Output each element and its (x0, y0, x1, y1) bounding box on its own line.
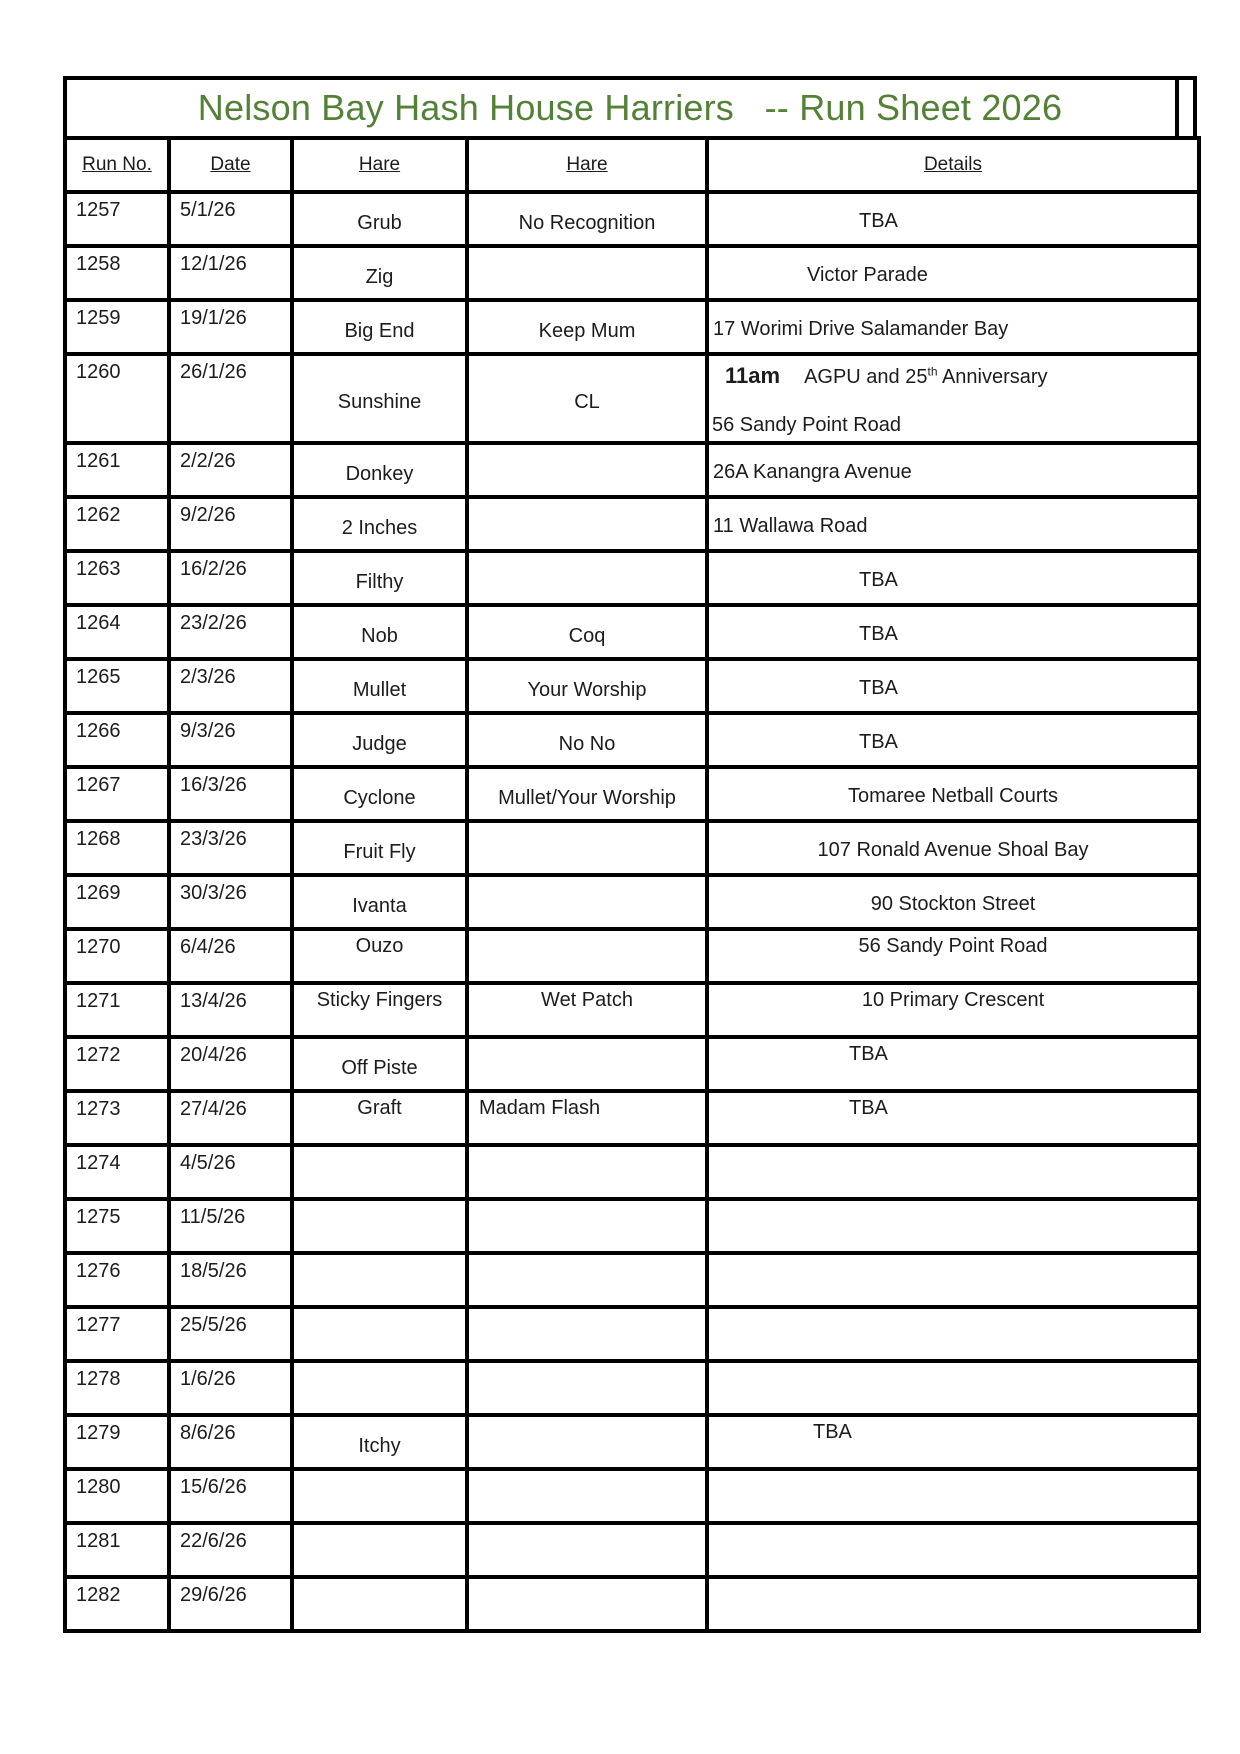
cell-hare-1 (292, 1307, 467, 1361)
cell-run-no: 1275 (65, 1199, 169, 1253)
cell-date: 4/5/26 (169, 1145, 292, 1199)
cell-hare-1: 2 Inches (292, 497, 467, 551)
cell-date: 1/6/26 (169, 1361, 292, 1415)
table-row (65, 1037, 1199, 1091)
cell-run-no: 1259 (65, 300, 169, 354)
page-title: Nelson Bay Hash House Harriers -- Run Sheet 2026 (197, 87, 1063, 128)
cell-hare-2 (467, 1145, 707, 1199)
run-table-body (65, 192, 1199, 1631)
cell-details (707, 1307, 1199, 1361)
cell-hare-1: Grub (292, 192, 467, 246)
cell-date: 12/1/26 (169, 246, 292, 300)
event-details (709, 356, 1197, 441)
cell-hare-1: Filthy (292, 551, 467, 605)
table-row (65, 192, 1199, 246)
cell-date: 27/4/26 (169, 1091, 292, 1145)
cell-date: 2/3/26 (169, 659, 292, 713)
cell-date: 2/2/26 (169, 443, 292, 497)
cell-hare-1 (292, 1199, 467, 1253)
cell-run-no: 1276 (65, 1253, 169, 1307)
cell-hare-1 (292, 1469, 467, 1523)
event-time: 11am (725, 363, 781, 388)
table-row (65, 929, 1199, 983)
cell-date: 6/4/26 (169, 929, 292, 983)
cell-date: 25/5/26 (169, 1307, 292, 1361)
cell-hare-2 (467, 1361, 707, 1415)
cell-run-no: 1266 (65, 713, 169, 767)
cell-date: 23/2/26 (169, 605, 292, 659)
cell-details: 17 Worimi Drive Salamander Bay (707, 300, 1199, 354)
table-row (65, 1469, 1199, 1523)
cell-hare-1: Ivanta (292, 875, 467, 929)
cell-details: 56 Sandy Point Road (707, 929, 1199, 983)
cell-date: 20/4/26 (169, 1037, 292, 1091)
cell-hare-1: Judge (292, 713, 467, 767)
table-row (65, 443, 1199, 497)
cell-run-no: 1277 (65, 1307, 169, 1361)
cell-run-no: 1273 (65, 1091, 169, 1145)
cell-hare-2 (467, 821, 707, 875)
cell-hare-2 (467, 1253, 707, 1307)
cell-hare-2: Wet Patch (467, 983, 707, 1037)
cell-run-no: 1260 (65, 354, 169, 443)
cell-hare-2 (467, 1577, 707, 1631)
cell-date: 22/6/26 (169, 1523, 292, 1577)
cell-details: Victor Parade (707, 246, 1199, 300)
cell-details: 90 Stockton Street (707, 875, 1199, 929)
cell-hare-2 (467, 1523, 707, 1577)
table-row (65, 1307, 1199, 1361)
cell-date: 16/3/26 (169, 767, 292, 821)
column-header-run-no: Run No. (65, 138, 169, 192)
table-row (65, 246, 1199, 300)
ordinal-suffix: th (927, 364, 938, 379)
cell-date: 16/2/26 (169, 551, 292, 605)
cell-date: 13/4/26 (169, 983, 292, 1037)
cell-hare-2 (467, 443, 707, 497)
cell-hare-2 (467, 875, 707, 929)
table-row (65, 875, 1199, 929)
table-row (65, 1145, 1199, 1199)
table-row (65, 659, 1199, 713)
cell-run-no: 1264 (65, 605, 169, 659)
table-row (65, 1091, 1199, 1145)
cell-run-no: 1257 (65, 192, 169, 246)
cell-run-no: 1265 (65, 659, 169, 713)
cell-hare-2: No No (467, 713, 707, 767)
cell-hare-1: Graft (292, 1091, 467, 1145)
cell-run-no: 1280 (65, 1469, 169, 1523)
cell-run-no: 1268 (65, 821, 169, 875)
table-row (65, 821, 1199, 875)
cell-hare-1: Cyclone (292, 767, 467, 821)
table-row (65, 354, 1199, 443)
cell-hare-1: Sticky Fingers (292, 983, 467, 1037)
cell-details: TBA (707, 1415, 1199, 1469)
cell-details (707, 354, 1199, 443)
cell-hare-2 (467, 1199, 707, 1253)
cell-details: TBA (707, 551, 1199, 605)
document-title-bar (63, 76, 1197, 136)
event-description (804, 366, 1048, 388)
cell-hare-1: Fruit Fly (292, 821, 467, 875)
cell-run-no: 1278 (65, 1361, 169, 1415)
cell-run-no: 1267 (65, 767, 169, 821)
table-row (65, 300, 1199, 354)
cell-details (707, 1199, 1199, 1253)
cell-hare-1: Donkey (292, 443, 467, 497)
cell-run-no: 1274 (65, 1145, 169, 1199)
run-sheet-table (63, 136, 1201, 1633)
cell-details (707, 1577, 1199, 1631)
column-header-details: Details (707, 138, 1199, 192)
cell-details: 107 Ronald Avenue Shoal Bay (707, 821, 1199, 875)
cell-run-no: 1281 (65, 1523, 169, 1577)
cell-run-no: 1270 (65, 929, 169, 983)
cell-details: 11 Wallawa Road (707, 497, 1199, 551)
cell-hare-2 (467, 551, 707, 605)
table-row (65, 1577, 1199, 1631)
cell-hare-2: No Recognition (467, 192, 707, 246)
cell-hare-1: Nob (292, 605, 467, 659)
cell-details (707, 1523, 1199, 1577)
cell-hare-2 (467, 497, 707, 551)
cell-date: 18/5/26 (169, 1253, 292, 1307)
cell-hare-1 (292, 1523, 467, 1577)
cell-hare-1: Big End (292, 300, 467, 354)
cell-run-no: 1261 (65, 443, 169, 497)
column-header-date: Date (169, 138, 292, 192)
table-row (65, 605, 1199, 659)
cell-hare-2: Madam Flash (467, 1091, 707, 1145)
cell-run-no: 1263 (65, 551, 169, 605)
cell-hare-1: Mullet (292, 659, 467, 713)
cell-run-no: 1258 (65, 246, 169, 300)
cell-hare-2 (467, 246, 707, 300)
cell-run-no: 1271 (65, 983, 169, 1037)
cell-details: TBA (707, 659, 1199, 713)
cell-details (707, 1361, 1199, 1415)
cell-date: 29/6/26 (169, 1577, 292, 1631)
cell-date: 26/1/26 (169, 354, 292, 443)
cell-run-no: 1262 (65, 497, 169, 551)
table-header-row (65, 138, 1199, 192)
cell-date: 11/5/26 (169, 1199, 292, 1253)
table-row (65, 1361, 1199, 1415)
cell-details: TBA (707, 192, 1199, 246)
cell-hare-2: Mullet/Your Worship (467, 767, 707, 821)
cell-details: TBA (707, 1091, 1199, 1145)
cell-hare-1 (292, 1577, 467, 1631)
cell-hare-2 (467, 1415, 707, 1469)
column-header-hare-1: Hare (292, 138, 467, 192)
cell-details (707, 1145, 1199, 1199)
cell-hare-1: Off Piste (292, 1037, 467, 1091)
cell-hare-1 (292, 1361, 467, 1415)
cell-date: 19/1/26 (169, 300, 292, 354)
cell-hare-1 (292, 1253, 467, 1307)
table-row (65, 1523, 1199, 1577)
cell-run-no: 1282 (65, 1577, 169, 1631)
table-row (65, 551, 1199, 605)
run-sheet-document (63, 76, 1197, 1633)
table-row (65, 767, 1199, 821)
cell-date: 15/6/26 (169, 1469, 292, 1523)
cell-hare-1: Sunshine (292, 354, 467, 443)
cell-hare-2 (467, 1307, 707, 1361)
table-row (65, 1253, 1199, 1307)
table-row (65, 1415, 1199, 1469)
cell-details: 10 Primary Crescent (707, 983, 1199, 1037)
cell-details: TBA (707, 713, 1199, 767)
cell-details: Tomaree Netball Courts (707, 767, 1199, 821)
cell-hare-1: Ouzo (292, 929, 467, 983)
cell-run-no: 1272 (65, 1037, 169, 1091)
column-header-hare-2: Hare (467, 138, 707, 192)
cell-date: 9/3/26 (169, 713, 292, 767)
cell-date: 5/1/26 (169, 192, 292, 246)
event-text: AGPU and 25 (804, 366, 928, 388)
cell-details: 26A Kanangra Avenue (707, 443, 1199, 497)
cell-hare-2: Coq (467, 605, 707, 659)
cell-details: TBA (707, 605, 1199, 659)
cell-hare-1 (292, 1145, 467, 1199)
cell-date: 30/3/26 (169, 875, 292, 929)
table-row (65, 983, 1199, 1037)
cell-date: 9/2/26 (169, 497, 292, 551)
cell-date: 8/6/26 (169, 1415, 292, 1469)
cell-hare-2: Keep Mum (467, 300, 707, 354)
cell-hare-2 (467, 1037, 707, 1091)
event-address: 56 Sandy Point Road (712, 414, 902, 436)
table-row (65, 713, 1199, 767)
cell-details (707, 1469, 1199, 1523)
cell-date: 23/3/26 (169, 821, 292, 875)
cell-hare-1: Itchy (292, 1415, 467, 1469)
cell-hare-2 (467, 929, 707, 983)
cell-details: TBA (707, 1037, 1199, 1091)
table-row (65, 497, 1199, 551)
cell-run-no: 1269 (65, 875, 169, 929)
title-bar-right-divider (1175, 80, 1179, 136)
cell-hare-2: Your Worship (467, 659, 707, 713)
table-row (65, 1199, 1199, 1253)
cell-hare-2 (467, 1469, 707, 1523)
cell-hare-1: Zig (292, 246, 467, 300)
event-text: Anniversary (937, 366, 1048, 388)
cell-hare-2: CL (467, 354, 707, 443)
cell-run-no: 1279 (65, 1415, 169, 1469)
cell-details (707, 1253, 1199, 1307)
